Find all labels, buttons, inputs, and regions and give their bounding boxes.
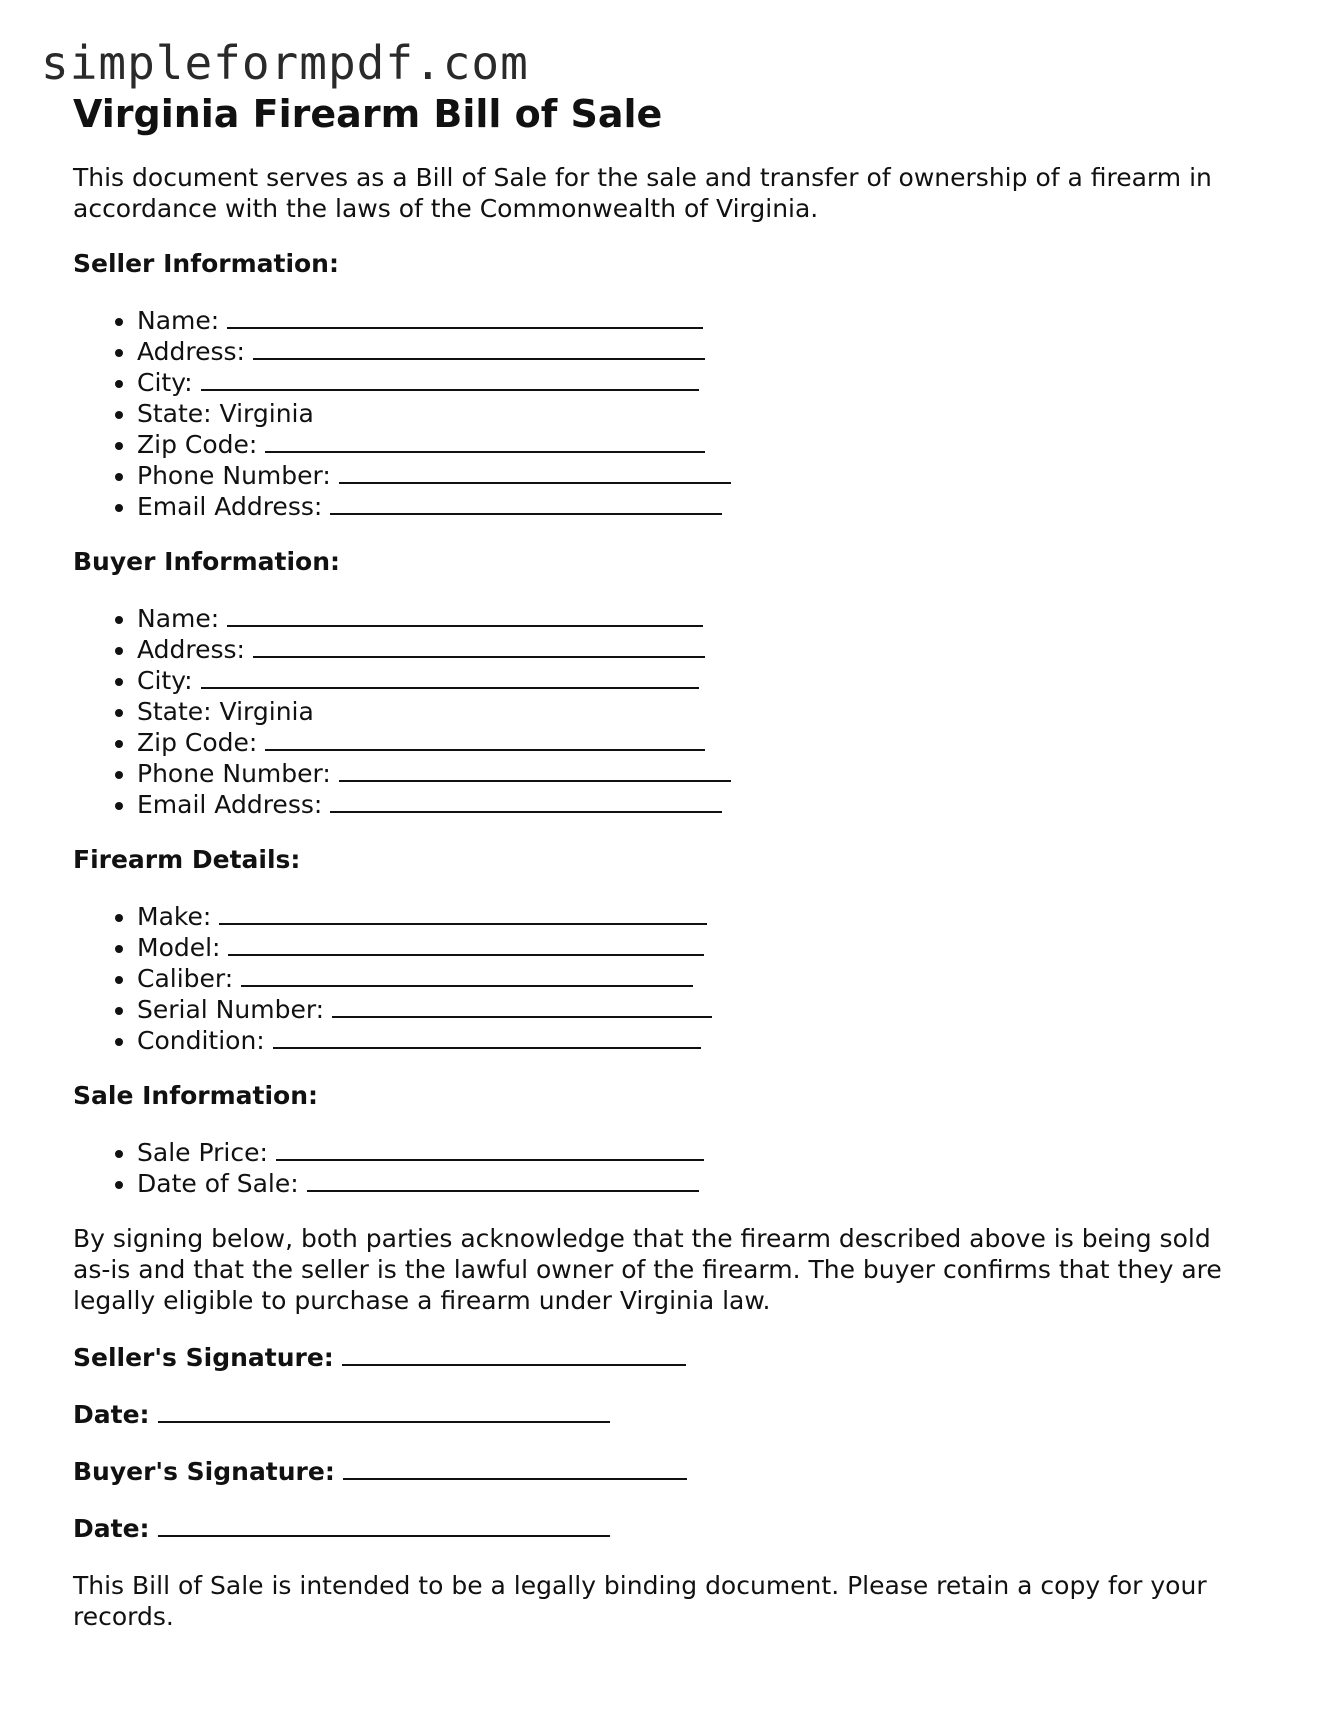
buyer-name-field[interactable]: • Name: — [137, 603, 1253, 634]
buyer-city-line[interactable] — [201, 665, 699, 689]
footer-paragraph: This Bill of Sale is intended to be a legally binding document. Please retain a copy for your records. — [73, 1571, 1207, 1631]
buyer-date-field[interactable]: Date: — [73, 1513, 1253, 1544]
intro-paragraph: This document serves as a Bill of Sale for the sale and transfer of ownership of a firearm in accordance with the laws of the Commonwealth of Virginia. — [73, 163, 1212, 223]
seller-date-field[interactable]: Date: — [73, 1399, 1253, 1430]
seller-phone-line[interactable] — [339, 460, 731, 484]
buyer-phone-line[interactable] — [339, 758, 731, 782]
seller-city-line[interactable] — [201, 367, 699, 391]
buyer-fields — [73, 603, 1253, 820]
seller-address-line[interactable] — [253, 336, 705, 360]
buyer-phone-field[interactable]: • Phone Number: — [137, 758, 1253, 789]
firearm-condition-line[interactable] — [273, 1025, 701, 1049]
firearm-model-field[interactable]: • Model: — [137, 932, 1253, 963]
seller-name-line[interactable] — [227, 305, 703, 329]
seller-fields — [73, 305, 1253, 522]
sale-price-line[interactable] — [276, 1137, 704, 1161]
buyer-signature-line[interactable] — [343, 1456, 687, 1480]
firearm-make-line[interactable] — [219, 901, 707, 925]
seller-heading: Seller Information: — [73, 249, 339, 278]
seller-date-line[interactable] — [158, 1399, 610, 1423]
sale-date-line[interactable] — [307, 1168, 699, 1192]
firearm-condition-field[interactable]: • Condition: — [137, 1025, 1253, 1056]
firearm-serial-field[interactable]: • Serial Number: — [137, 994, 1253, 1025]
page-title: Virginia Firearm Bill of Sale — [73, 92, 663, 136]
buyer-email-field[interactable]: • Email Address: — [137, 789, 1253, 820]
firearm-heading: Firearm Details: — [73, 845, 301, 874]
buyer-signature-field[interactable]: Buyer's Signature: — [73, 1456, 1253, 1487]
seller-name-field[interactable]: • Name: — [137, 305, 1253, 336]
seller-address-field[interactable]: • Address: — [137, 336, 1253, 367]
seller-email-line[interactable] — [330, 491, 722, 515]
seller-email-field[interactable]: • Email Address: — [137, 491, 1253, 522]
buyer-email-line[interactable] — [330, 789, 722, 813]
buyer-state-field: • State: Virginia — [137, 696, 1253, 727]
firearm-fields — [73, 901, 1253, 1056]
buyer-zip-field[interactable]: • Zip Code: — [137, 727, 1253, 758]
sale-heading: Sale Information: — [73, 1081, 318, 1110]
buyer-name-line[interactable] — [227, 603, 703, 627]
watermark: simpleformpdf.com — [41, 36, 529, 90]
buyer-city-field[interactable]: • City: — [137, 665, 1253, 696]
document-body — [73, 90, 1253, 1632]
seller-zip-field[interactable]: • Zip Code: — [137, 429, 1253, 460]
acknowledgment-paragraph: By signing below, both parties acknowledge that the firearm described above is being sold as-is and that the seller is the lawful owner of the firearm. The buyer confirms that they are legally eligible to purchase a firearm under Virginia law. — [73, 1224, 1222, 1315]
seller-signature-field[interactable]: Seller's Signature: — [73, 1342, 1253, 1373]
firearm-serial-line[interactable] — [332, 994, 712, 1018]
firearm-caliber-field[interactable]: • Caliber: — [137, 963, 1253, 994]
buyer-date-line[interactable] — [158, 1513, 610, 1537]
firearm-caliber-line[interactable] — [241, 963, 693, 987]
buyer-zip-line[interactable] — [265, 727, 705, 751]
seller-zip-line[interactable] — [265, 429, 705, 453]
seller-phone-field[interactable]: • Phone Number: — [137, 460, 1253, 491]
seller-city-field[interactable]: • City: — [137, 367, 1253, 398]
sale-price-field[interactable]: • Sale Price: — [137, 1137, 1253, 1168]
buyer-address-field[interactable]: • Address: — [137, 634, 1253, 665]
buyer-address-line[interactable] — [253, 634, 705, 658]
sale-date-field[interactable]: • Date of Sale: — [137, 1168, 1253, 1199]
firearm-make-field[interactable]: • Make: — [137, 901, 1253, 932]
sale-fields — [73, 1137, 1253, 1199]
seller-signature-line[interactable] — [342, 1342, 686, 1366]
buyer-heading: Buyer Information: — [73, 547, 341, 576]
seller-state-field: • State: Virginia — [137, 398, 1253, 429]
firearm-model-line[interactable] — [228, 932, 704, 956]
